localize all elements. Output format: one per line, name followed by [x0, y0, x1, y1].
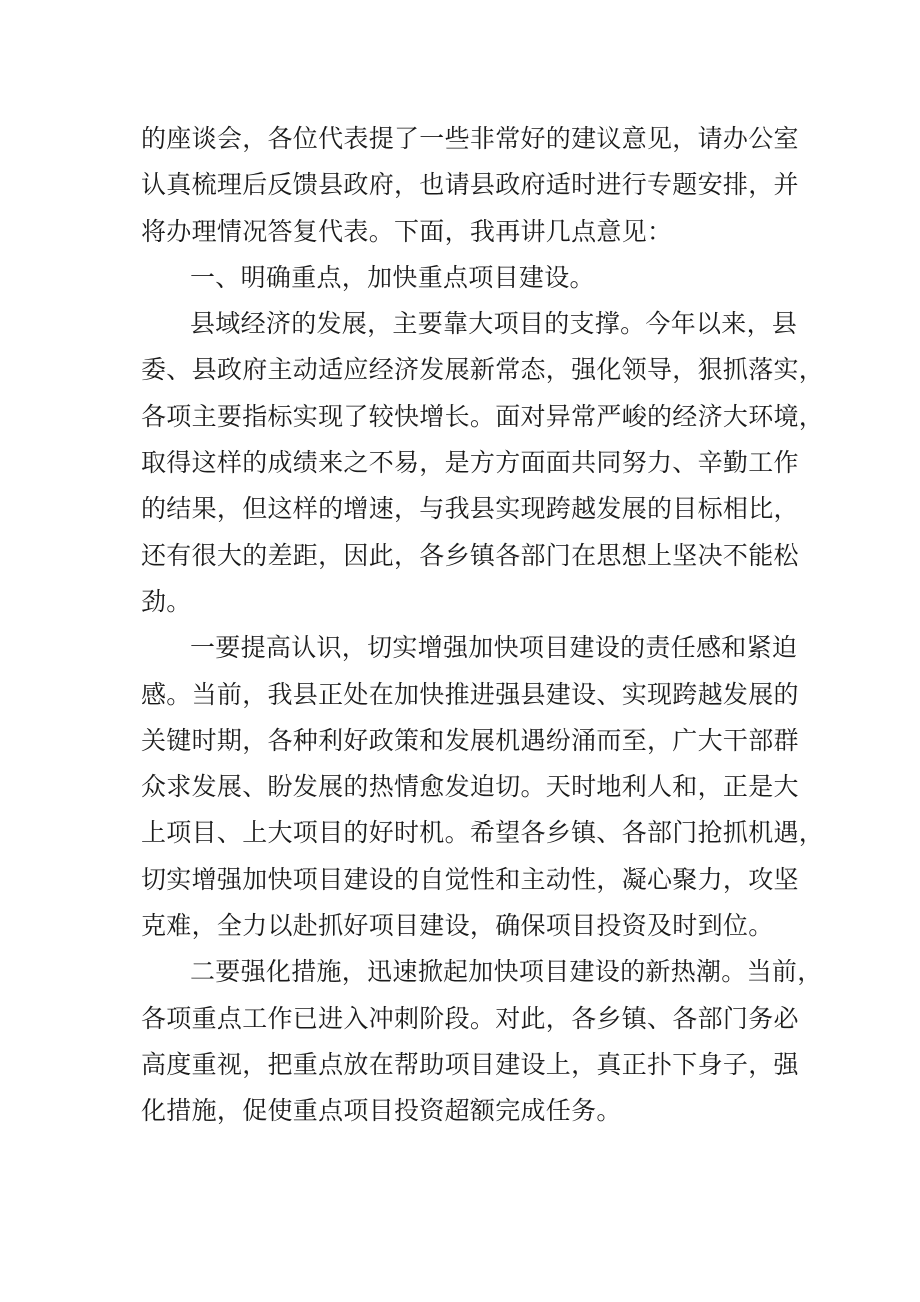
text-line: 各项主要指标实现了较快增长。面对异常严峻的经济大环境， [141, 401, 825, 431]
text-line: 各项重点工作已进入冲刺阶段。对此，各乡镇、各部门务必 [141, 1003, 799, 1033]
text-line: 取得这样的成绩来之不易，是方方面面共同努力、辛勤工作 [141, 448, 799, 478]
text-line: 切实增强加快项目建设的自觉性和主动性，凝心聚力，攻坚 [141, 864, 799, 894]
text-line: 委、县政府主动适应经济发展新常态，强化领导，狠抓落实， [141, 355, 825, 385]
text-line: 一要提高认识，切实增强加快项目建设的责任感和紧迫 [190, 633, 798, 663]
text-line: 劲。 [141, 586, 192, 616]
text-line: 众求发展、盼发展的热情愈发迫切。天时地利人和，正是大 [141, 772, 799, 802]
text-line: 克难，全力以赴抓好项目建设，确保项目投资及时到位。 [141, 911, 774, 941]
text-line: 关键时期，各种利好政策和发展机遇纷涌而至，广大干部群 [141, 725, 799, 755]
text-line: 还有很大的差距，因此，各乡镇各部门在思想上坚决不能松 [141, 540, 799, 570]
text-line: 县域经济的发展，主要靠大项目的支撑。今年以来，县 [190, 309, 798, 339]
document-body [141, 116, 825, 1135]
text-line: 感。当前，我县正处在加快推进强县建设、实现跨越发展的 [141, 679, 799, 709]
text-line: 一、明确重点，加快重点项目建设。 [190, 262, 595, 292]
text-line: 的结果，但这样的增速，与我县实现跨越发展的目标相比， [141, 494, 799, 524]
text-line: 高度重视，把重点放在帮助项目建设上，真正扑下身子，强 [141, 1049, 799, 1079]
text-line: 上项目、上大项目的好时机。希望各乡镇、各部门抢抓机遇， [141, 818, 825, 848]
text-line: 将办理情况答复代表。下面，我再讲几点意见： [141, 216, 673, 246]
text-line: 二要强化措施，迅速掀起加快项目建设的新热潮。当前， [190, 957, 823, 987]
text-line: 化措施，促使重点项目投资超额完成任务。 [141, 1096, 622, 1126]
text-line: 的座谈会，各位代表提了一些非常好的建议意见，请办公室 [141, 124, 799, 153]
text-line: 认真梳理后反馈县政府，也请县政府适时进行专题安排，并 [141, 170, 799, 200]
